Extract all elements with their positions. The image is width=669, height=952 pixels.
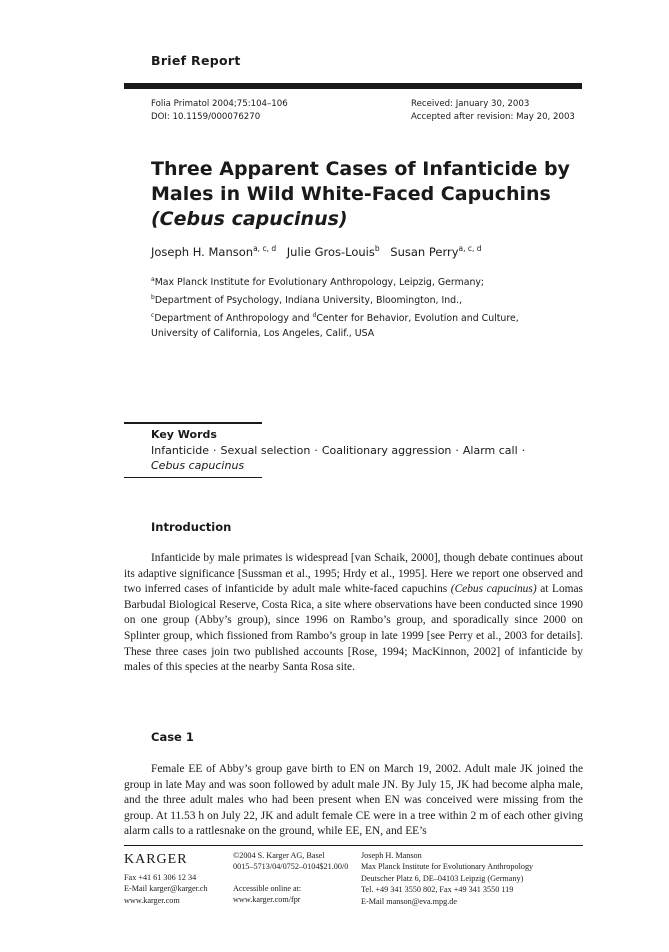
keyword-last: Cebus capucinus [151, 459, 245, 472]
affiliation-a: $^a$Max Planck Institute for Evolutionary Anthropology, Leipzig, Germany; [151, 276, 485, 289]
section-label: Brief Report [151, 53, 241, 68]
corresponding-author: Joseph H. Manson [361, 851, 422, 860]
keyword: Coalitionary aggression [321, 444, 452, 457]
keywords-heading: Key Words [151, 428, 217, 441]
corresponding-email[interactable]: E-Mail manson@eva.mpg.de [361, 896, 457, 906]
keyword-separator: · [213, 444, 217, 457]
keywords-rule-bottom [124, 477, 262, 478]
author-superscript: a, c, d [253, 244, 277, 253]
keyword: Alarm call [462, 444, 518, 457]
online-label: Accessible online at: [233, 883, 302, 893]
author: Susan Perry$^{a, c, d}$ [390, 244, 482, 259]
correspondence-block [361, 850, 533, 907]
copyright: ©2004 S. Karger AG, Basel [233, 851, 325, 860]
online-url[interactable]: www.karger.com/fpr [233, 895, 301, 905]
affiliation-b: $^b$Department of Psychology, Indiana University, Bloomington, Ind., [151, 294, 463, 307]
doi[interactable]: DOI: 10.1159/000076270 [151, 112, 261, 122]
publisher-website[interactable]: www.karger.com [124, 895, 180, 905]
keyword: Infanticide [151, 444, 210, 457]
introduction-heading: Introduction [151, 520, 232, 534]
keyword: Sexual selection [220, 444, 311, 457]
dates-block [411, 98, 575, 124]
affiliations [151, 272, 571, 341]
corresponding-institution: Max Planck Institute for Evolutionary Anthropology [361, 862, 534, 872]
title-line-3: (Cebus capucinus) [151, 208, 348, 230]
issn: 0015–5713/04/0752–0104$21.00/0 [233, 862, 349, 872]
case-1-heading: Case 1 [151, 730, 194, 744]
author-list [151, 244, 489, 259]
introduction-paragraph: Infanticide by male primates is widespread [van Schaik, 2000], though debate continues about its adaptive significance [Sussman et al., 1995; Hrdy et al., 1995]. Here we report one observed and two inferred cases of infanticide by adult male white-faced capuchins (Cebus capucinus) at Lomas Barbudal Biological Reserve, Costa Rica, a site where observations have been conducted since 1990 on one group (Abby’s group), since 1996 on Rambo’s group, and sporadically since 2000 on Splinter group, which fissioned from Rambo’s group in late 1999 [see Perry et al., 2003 for details]. These three cases join two published accounts [Rose, 1994; MacKinnon, 2002] of infanticide by males of this species at the nearby Santa Rosa site. [124, 552, 583, 674]
corresponding-phone: Tel. +49 341 3550 802, Fax +49 341 3550 119 [361, 885, 514, 895]
affiliation-c-continued: University of California, Los Angeles, Calif., USA [151, 328, 375, 340]
accepted-date: Accepted after revision: May 20, 2003 [411, 112, 575, 122]
journal-citation: Folia Primatol 2004;75:104–106 [151, 99, 288, 109]
publisher-email[interactable]: E-Mail karger@karger.ch [124, 884, 208, 894]
keyword-separator: · [314, 444, 318, 457]
introduction-body [124, 551, 583, 676]
keyword-separator: · [521, 444, 526, 457]
keywords-list [151, 444, 529, 457]
copyright-block [233, 850, 348, 906]
publisher-contact [124, 872, 208, 906]
citation-block [151, 98, 288, 124]
corresponding-address: Deutscher Platz 6, DE–04103 Leipzig (Germany) [361, 873, 524, 883]
author-superscript: b [374, 244, 380, 253]
author-superscript: a, c, d [458, 244, 482, 253]
author: Julie Gros-Louis$^b$ [286, 244, 380, 259]
publisher-fax: Fax +41 61 306 12 34 [124, 873, 197, 882]
article-title [151, 157, 571, 232]
keywords-rule-top [124, 422, 262, 424]
case-1-paragraph: Female EE of Abby’s group gave birth to EN on March 19, 2002. Adult male JK joined the group in late May and was soon followed by adult male JN. By July 15, JK had become alpha male, and the three adult males who had been present when EN was conceived were missing from the group. At 11.53 h on July 22, JK and adult female CE were in a tree within 2 m of each other giving alarm calls to a rattlesnake on the ground, while EE, EN, and EE’s [124, 763, 583, 838]
affiliation-c-d: $^c$Department of Anthropology and $^d$Center for Behavior, Evolution and Culture, [151, 312, 519, 325]
top-rule [124, 83, 582, 89]
footer-rule [124, 845, 583, 846]
keyword-separator: · [455, 444, 459, 457]
title-line-2: Males in Wild White-Faced Capuchins [151, 183, 551, 205]
title-line-1: Three Apparent Cases of Infanticide by [151, 158, 570, 180]
received-date: Received: January 30, 2003 [411, 99, 530, 109]
case-1-body [124, 762, 583, 840]
publisher-logo: KARGER [124, 852, 188, 867]
author: Joseph H. Manson$^{a, c, d}$ [151, 244, 277, 259]
